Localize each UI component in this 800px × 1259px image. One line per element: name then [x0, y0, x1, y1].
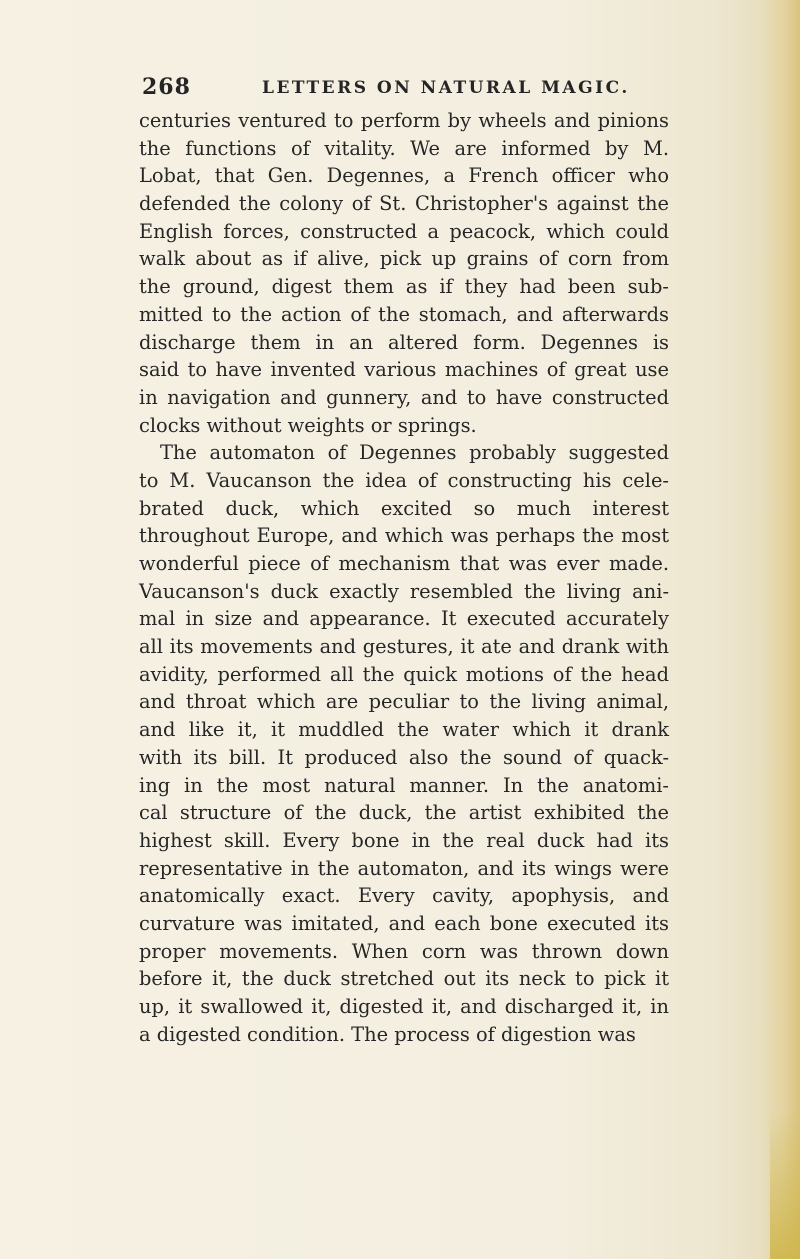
- text-line: curvature was imitated, and each bone executed its: [139, 911, 669, 935]
- text-line: wonderful piece of mechanism that was ever made.: [139, 552, 669, 575]
- text-line: and like it, it muddled the water which it drank: [139, 718, 669, 742]
- text-line: centuries ventured to perform by wheels and pinions: [139, 109, 669, 132]
- text-line: The automaton of Degennes probably suggested: [160, 441, 669, 465]
- text-line: a digested condition. The process of digestion was: [139, 1022, 636, 1046]
- text-line: all its movements and gestures, it ate and drank with: [139, 635, 669, 659]
- page-number: 268: [142, 74, 191, 100]
- text-line: anatomically exact. Every cavity, apophysis, and: [139, 884, 669, 908]
- page-header: [142, 74, 662, 104]
- text-line: in navigation and gunnery, and to have constructed: [139, 385, 669, 409]
- text-line: representative in the automaton, and its wings were: [139, 856, 669, 880]
- text-line: before it, the duck stretched out its neck to pick it: [139, 967, 669, 991]
- text-line: and throat which are peculiar to the living animal,: [139, 690, 669, 714]
- text-line: throughout Europe, and which was perhaps the most: [139, 524, 669, 548]
- page-corner-stain: [770, 1109, 800, 1259]
- page-edge-stain: [760, 0, 800, 1259]
- text-line: defended the colony of St. Christopher's against the: [139, 192, 669, 216]
- text-line: with its bill. It produced also the sound of quack-: [139, 745, 669, 769]
- text-line: mitted to the action of the stomach, and afterwards: [139, 302, 669, 326]
- text-line: Lobat, that Gen. Degennes, a French officer who: [139, 164, 669, 188]
- text-line: proper movements. When corn was thrown down: [139, 939, 669, 963]
- running-title: LETTERS ON NATURAL MAGIC.: [262, 78, 630, 98]
- body-text: [139, 107, 669, 1048]
- text-line: highest skill. Every bone in the real duck had its: [139, 828, 669, 852]
- text-line: the ground, digest them as if they had been sub-: [139, 275, 669, 299]
- text-line: said to have invented various machines of great use: [139, 358, 669, 382]
- text-line: discharge them in an altered form. Degennes is: [139, 330, 669, 354]
- text-line: to M. Vaucanson the idea of constructing his cele-: [139, 468, 669, 492]
- text-line: mal in size and appearance. It executed accurately: [139, 607, 669, 631]
- text-line: Vaucanson's duck exactly resembled the living ani-: [139, 579, 669, 603]
- text-line: the functions of vitality. We are informed by M.: [139, 136, 669, 160]
- text-line: ing in the most natural manner. In the anatomi-: [139, 773, 669, 797]
- text-line: up, it swallowed it, digested it, and discharged it, in: [139, 995, 669, 1018]
- text-line: walk about as if alive, pick up grains of corn from: [139, 247, 669, 271]
- text-line: cal structure of the duck, the artist exhibited the: [139, 801, 669, 825]
- text-line: clocks without weights or springs.: [139, 413, 477, 437]
- text-line: brated duck, which excited so much interest: [139, 496, 669, 520]
- text-line: English forces, constructed a peacock, which could: [139, 219, 669, 243]
- text-line: avidity, performed all the quick motions of the head: [139, 662, 669, 686]
